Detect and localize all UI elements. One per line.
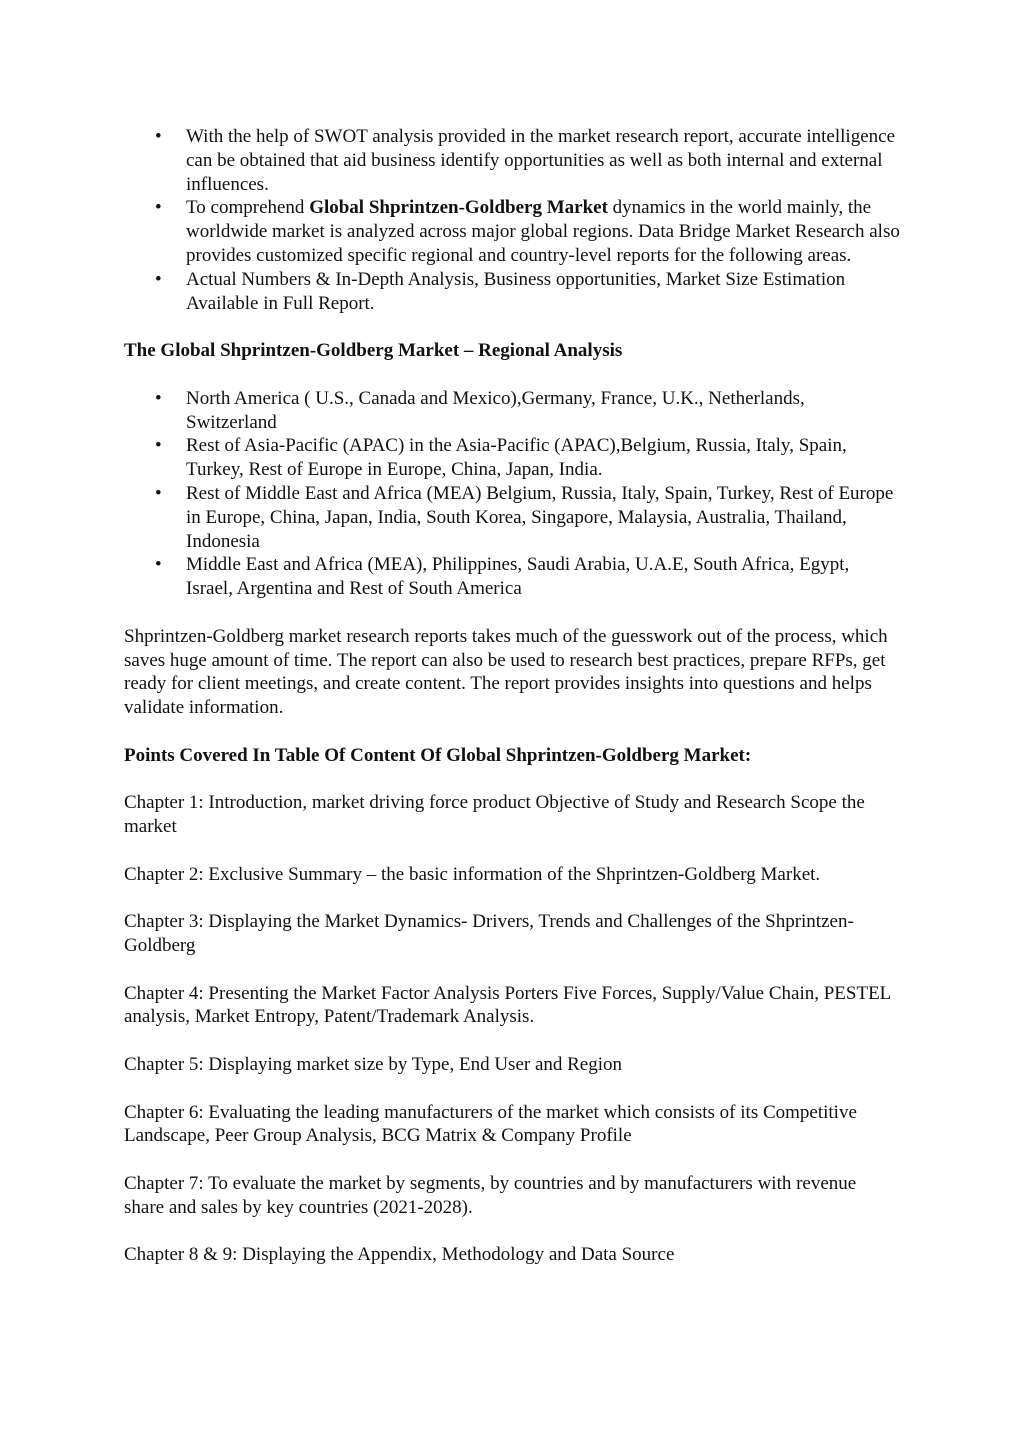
spacer [124, 887, 900, 911]
intro-bullet-list [124, 125, 900, 315]
spacer [124, 958, 900, 982]
spacer [124, 1148, 900, 1172]
toc-chapter-6: Chapter 6: Evaluating the leading manufacturers of the market which consists of its Competitive Landscape, Peer Group Analysis, BCG Matrix & Company Profile [124, 1101, 857, 1147]
toc-chapter-7: Chapter 7: To evaluate the market by segments, by countries and by manufacturers with revenue share and sales by key countries (2021-2028). [124, 1173, 857, 1218]
toc-chapter-3: Chapter 3: Displaying the Market Dynamics- Drivers, Trends and Challenges of the Shprintzen-Goldberg [124, 911, 854, 957]
regional-item: • North America ( U.S., Canada and Mexico),Germany, France, U.K., Netherlands, Switzerland [186, 387, 900, 435]
spacer [124, 601, 900, 625]
toc-chapter-5: Chapter 5: Displaying market size by Type, End User and Region [124, 1054, 623, 1076]
spacer [124, 720, 900, 744]
spacer [124, 1029, 900, 1053]
toc-chapter-4: Chapter 4: Presenting the Market Factor Analysis Porters Five Forces, Supply/Value Chain, PESTEL analysis, Market Entropy, Patent/Trademark Analysis. [124, 982, 891, 1028]
spacer [124, 315, 900, 339]
regional-item: • Rest of Middle East and Africa (MEA) Belgium, Russia, Italy, Spain, Turkey, Rest of Europe in Europe, China, Japan, India, South Korea, Singapore, Malaysia, Australia, Thailand, Indonesia [186, 482, 900, 553]
spacer [124, 363, 900, 387]
toc-chapter-2: Chapter 2: Exclusive Summary – the basic information of the Shprintzen-Goldberg Market. [124, 863, 821, 885]
spacer [124, 839, 900, 863]
intro-bullet-regions-bold: Global Shprintzen-Goldberg Market [309, 197, 608, 219]
regional-item: • Rest of Asia-Pacific (APAC) in the Asia-Pacific (APAC),Belgium, Russia, Italy, Spain, Turkey, Rest of Europe in Europe, China, Japan, India. [186, 434, 900, 482]
spacer [124, 1077, 900, 1101]
spacer [124, 768, 900, 792]
intro-bullet-regions-after: dynamics in the world mainly, the worldwide market is analyzed across major global regions. Data Bridge Market Research also provides customized specific regional and country-level reports for the following areas. [186, 197, 900, 266]
intro-bullet-regions [186, 196, 900, 267]
toc-heading: Points Covered In Table Of Content Of Global Shprintzen-Goldberg Market: [124, 744, 752, 766]
document-page [124, 125, 900, 1267]
intro-bullet-swot: • With the help of SWOT analysis provided in the market research report, accurate intelligence can be obtained that aid business identify opportunities as well as both internal and external influences. [186, 125, 900, 196]
intro-bullet-numbers: • Actual Numbers & In-Depth Analysis, Business opportunities, Market Size Estimation Available in Full Report. [186, 268, 900, 316]
spacer [124, 1220, 900, 1244]
intro-bullet-regions-before: To comprehend [186, 197, 310, 219]
toc-chapter-1: Chapter 1: Introduction, market driving force product Objective of Study and Research Scope the market [124, 792, 865, 838]
regional-analysis-heading: The Global Shprintzen-Goldberg Market – Regional Analysis [124, 340, 623, 362]
summary-paragraph: Shprintzen-Goldberg market research reports takes much of the guesswork out of the process, which saves huge amount of time. The report can also be used to research best practices, prepare RFPs, get ready for client meetings, and create content. The report provides insights into questions and helps validate information. [124, 625, 888, 719]
toc-chapter-8-9: Chapter 8 & 9: Displaying the Appendix, Methodology and Data Source [124, 1244, 675, 1266]
regional-bullet-list [124, 387, 900, 601]
regional-item: • Middle East and Africa (MEA), Philippines, Saudi Arabia, U.A.E, South Africa, Egypt, Israel, Argentina and Rest of South America [186, 553, 900, 601]
